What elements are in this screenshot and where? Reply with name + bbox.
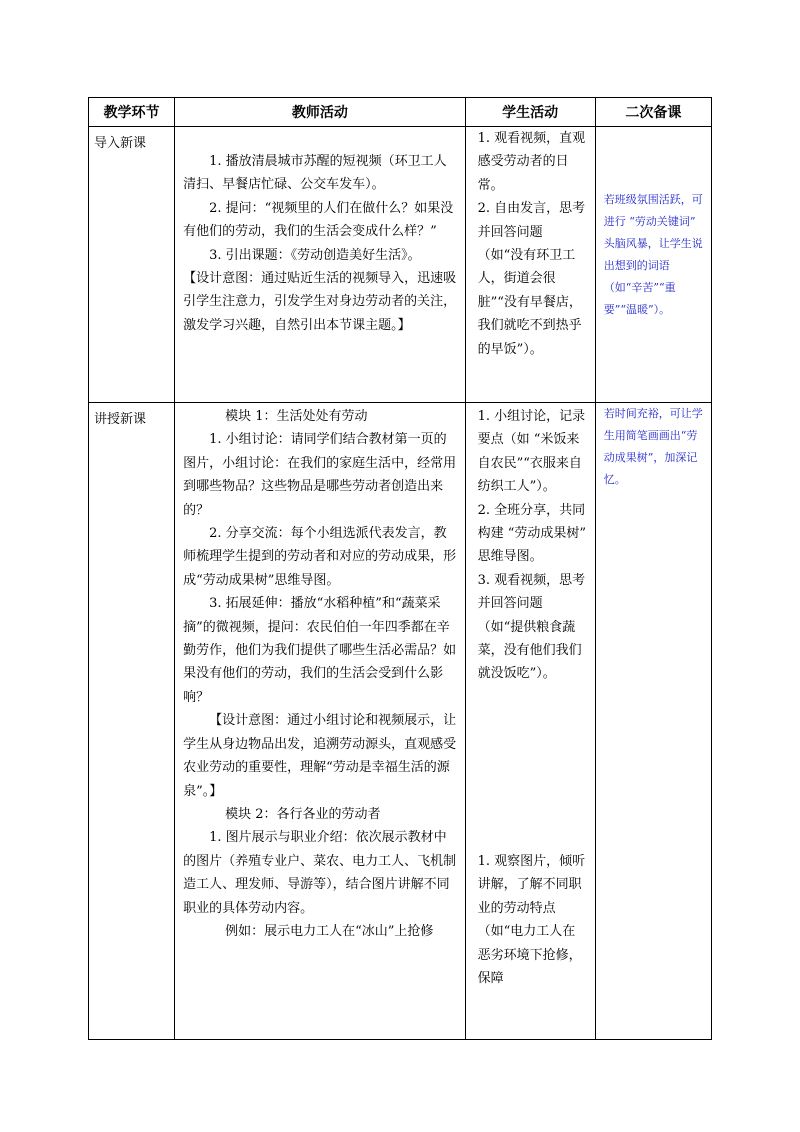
note-text: 若班级氛围活跃，可进行 “劳动关键词” 头脑风暴，让学生说出想到的词语（如“辛苦”“重要”“温暖”）。 [603,193,703,316]
table-row [89,127,712,403]
notes-cell [595,403,711,1040]
teacher-text: 1. 小组讨论：请同学们结合教材第一页的图片，小组讨论：在我们的家庭生活中，经常用到哪些物品？这些物品是哪些劳动者创造出来的？ [183,432,457,518]
header-teacher: 教师活动 [175,98,465,127]
design-intent: 【设计意图：通过小组讨论和视频展示，让学生从身边物品出发，追溯劳动源头，直观感受农业劳动的重要性，理解“劳动是幸福生活的源泉”。】 [183,713,457,799]
notes-cell [595,127,711,403]
teacher-cell [175,127,465,403]
student-cell [465,127,595,403]
teacher-text: 例如：展示电力工人在“冰山”上抢修 [225,923,434,939]
stage-cell: 导入新课 [89,127,175,403]
design-intent: 【设计意图：通过贴近生活的视频导入，迅速吸引学生注意力，引发学生对身边劳动者的关注，激发学习兴趣，自然引出本节课主题。】 [183,271,457,333]
teacher-text: 1. 图片展示与职业介绍：依次展示教材中的图片（养殖专业户、菜农、电力工人、飞机制造工人、理发师、导游等），结合图片讲解不同职业的具体劳动内容。 [183,830,457,916]
teacher-text: 1. 播放清晨城市苏醒的短视频（环卫工人清扫、早餐店忙碌、公交车发车）。 [183,154,447,193]
student-text: 1. 观看视频，直观感受劳动者的日常。 [477,131,586,193]
note-text: 若时间充裕，可让学生用简笔画画出“劳动成果树”，加深记忆。 [603,407,703,486]
header-student: 学生活动 [465,98,595,127]
student-text: 1. 小组讨论，记录要点（如 “米饭来自农民”“衣服来自纺织工人”）。 [477,409,586,495]
student-text: 3. 观看视频，思考并回答问题（如“提供粮食蔬菜，没有他们我们就没饭吃”）。 [477,572,586,682]
teacher-text: 3. 拓展延伸：播放“水稻种植”和“蔬菜采摘”的微视频，提问：农民伯伯一年四季都在辛勤劳作，他们为我们提供了哪些生活必需品？如果没有他们的劳动，我们的生活会受到什么影响？ [183,596,457,705]
student-text: 2. 自由发言，思考并回答问题（如“没有环卫工人，街道会很脏”“没有早餐店，我们就吃不到热乎的早饭”）。 [477,201,586,357]
student-text: 1. 观察图片，倾听讲解，了解不同职业的劳动特点（如“电力工人在恶劣环境下抢修，保障 [477,853,586,986]
header-notes: 二次备课 [595,98,711,127]
stage-cell: 讲授新课 [89,403,175,1040]
teacher-text: 3. 引出课题：《劳动创造美好生活》。 [209,247,421,263]
header-stage: 教学环节 [89,98,175,127]
lesson-plan-table [88,97,712,1040]
teacher-cell [175,403,465,1040]
teacher-text: 2. 分享交流：每个小组选派代表发言，教师梳理学生提到的劳动者和对应的劳动成果，形成“劳动成果树”思维导图。 [183,526,457,588]
table-row [89,403,712,1040]
module-title: 模块 1：生活处处有劳动 [225,409,368,424]
student-text: 2. 全班分享，共同构建 “劳动成果树” 思维导图。 [477,502,587,565]
student-cell [465,403,595,1040]
module-title: 模块 2：各行各业的劳动者 [225,806,381,822]
header-row [89,98,712,127]
teacher-text: 2. 提问：“视频里的人们在做什么？如果没有他们的劳动，我们的生活会变成什么样？” [183,200,454,240]
